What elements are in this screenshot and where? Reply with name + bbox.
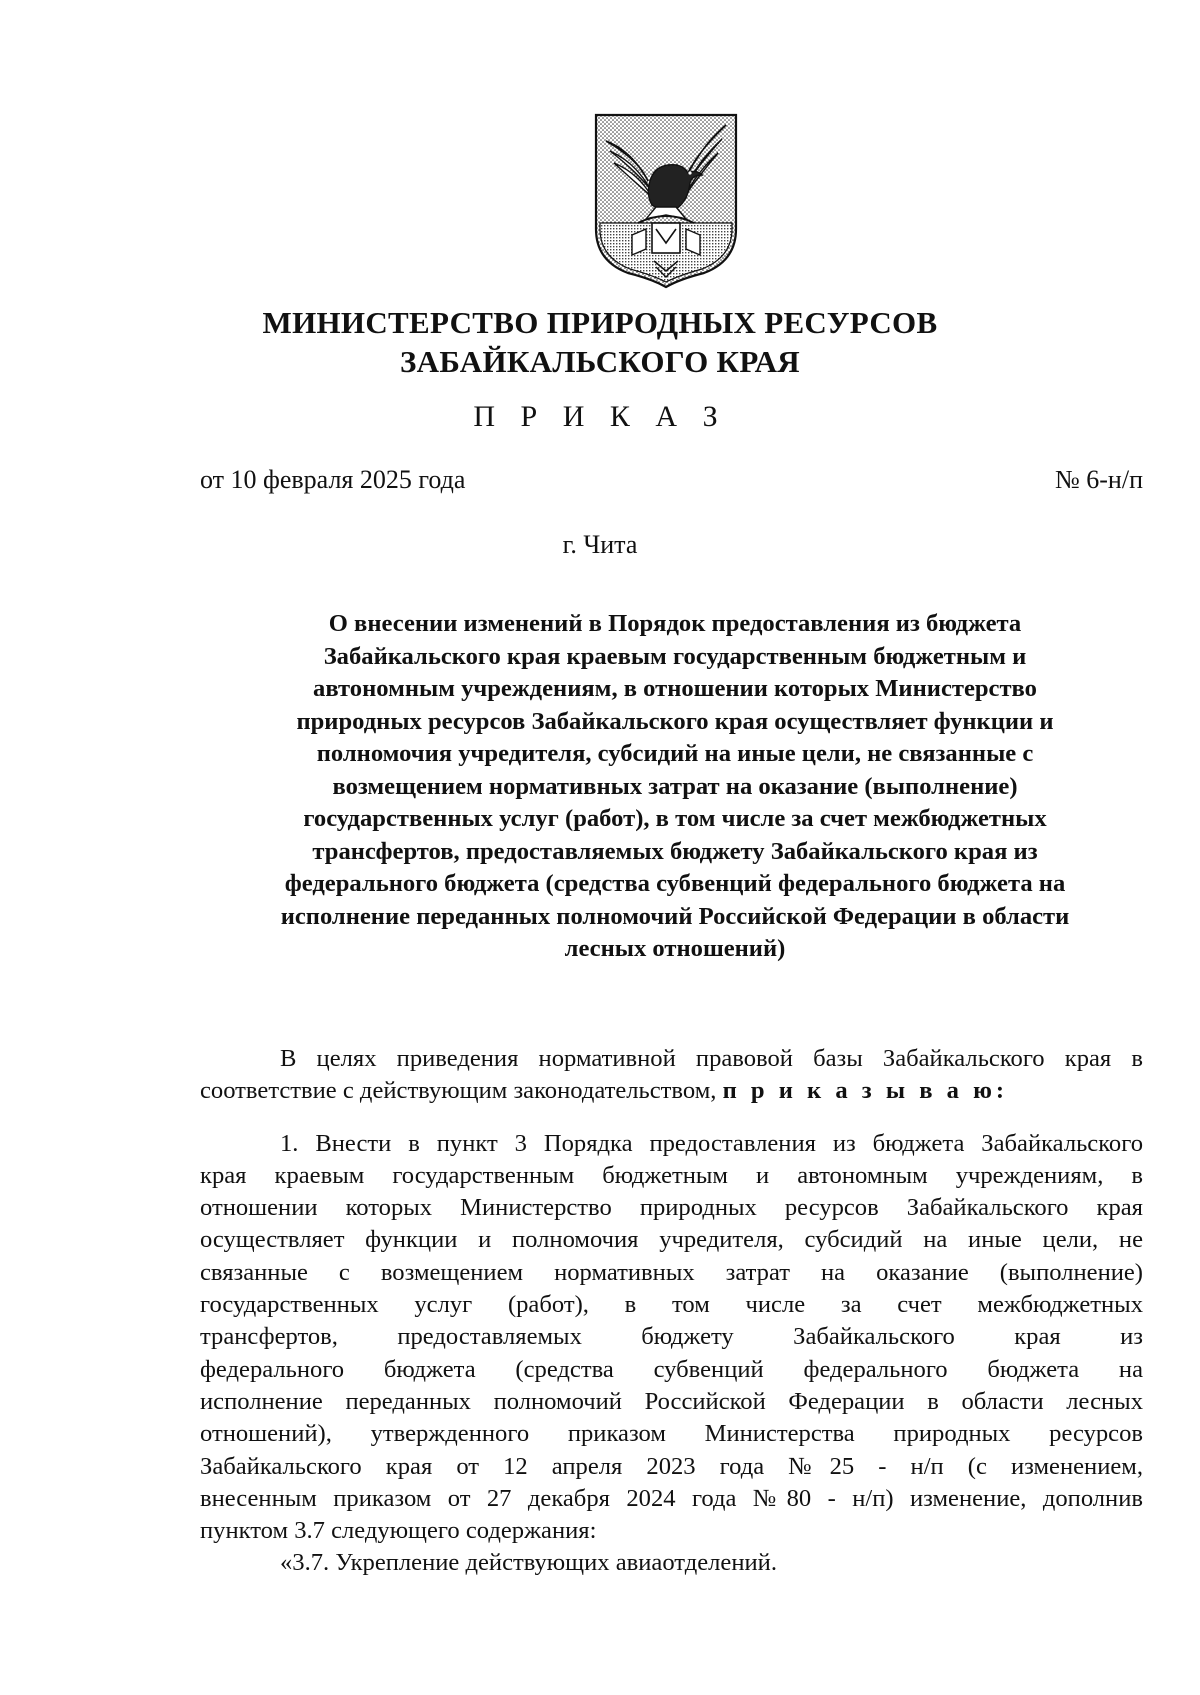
item-1-line: отношении которых Министерство природных ресурсов Забайкальского края [200, 1194, 1143, 1222]
subject-line: трансфертов, предоставляемых бюджету Забайкальского края из [312, 837, 1038, 865]
item-1-line: края краевым государственным бюджетным и автономным учреждениям, в [200, 1161, 1143, 1189]
item-1-line: трансфертов, предоставляемых бюджету Забайкальского края из [200, 1323, 1143, 1351]
item-1-paragraph [200, 1128, 1143, 1580]
item-1-line: внесенным приказом от 27 декабря 2024 года №80 - н/п) изменение, дополнив [200, 1484, 1143, 1512]
order-body [200, 1043, 1143, 1580]
subject-line: Забайкальского края краевым государственным бюджетным и [323, 642, 1027, 670]
subject-line: лесных отношений) [564, 935, 786, 962]
subject-line: исполнение переданных полномочий Российской Федерации в области [280, 902, 1070, 930]
ministry-title [200, 303, 1000, 381]
item-1-line: 1. Внести в пункт 3 Порядка предоставления из бюджета Забайкальского [280, 1129, 1143, 1157]
subject-line: государственных услуг (работ), в том числе за счет межбюджетных [303, 805, 1047, 832]
subject-line: возмещением нормативных затрат на оказание (выполнение) [332, 772, 1018, 800]
preamble-order-word: п р и к а з ы в а ю: [722, 1077, 1009, 1105]
item-1-line: отношений), утвержденного приказом Министерства природных ресурсов [200, 1420, 1143, 1448]
item-1-line: Забайкальского края от 12 апреля 2023 года №25 - н/п (с изменением, [200, 1452, 1143, 1480]
item-1-line: исполнение переданных полномочий Российской Федерации в области лесных [200, 1387, 1143, 1415]
subject-line: федерального бюджета (средства субвенций федерального бюджета на [284, 870, 1066, 897]
subject-line: природных ресурсов Забайкальского края осуществляет функции и [296, 707, 1054, 735]
preamble-line: В целях приведения нормативной правовой базы Забайкальского края в [280, 1045, 1143, 1072]
item-1-line: связанные с возмещением нормативных затрат на оказание (выполнение) [200, 1258, 1143, 1286]
preamble-paragraph [200, 1043, 1143, 1108]
item-1-line: государственных услуг (работ), в том числе за счет межбюджетных [200, 1291, 1143, 1319]
coat-of-arms-emblem [592, 111, 740, 289]
item-1-line: пунктом 3.7 следующего содержания: [200, 1517, 597, 1545]
subject-line: автономным учреждениям, в отношении которых Министерство [313, 675, 1037, 702]
item-1-line: осуществляет функции и полномочия учредителя, субсидий на иные цели, не [200, 1226, 1143, 1254]
preamble-line [200, 1075, 1143, 1107]
order-number: № 6-н/п [1054, 465, 1143, 494]
ministry-title-line-1: МИНИСТЕРСТВО ПРИРОДНЫХ РЕСУРСОВ [262, 305, 938, 340]
subject-line: полномочия учредителя, субсидий на иные цели, не связанные с [316, 740, 1034, 767]
item-1-line: федерального бюджета (средства субвенций федерального бюджета на [200, 1355, 1143, 1383]
preamble-text: соответствие с действующим законодательством, [200, 1077, 717, 1105]
order-date: от 10 февраля 2025 года [200, 465, 466, 494]
order-city: г. Чита [562, 530, 638, 559]
document-type: П Р И К А З [473, 400, 727, 433]
ministry-title-line-2: ЗАБАЙКАЛЬСКОГО КРАЯ [400, 344, 800, 379]
item-1-quote: «3.7. Укрепление действующих авиаотделений. [280, 1549, 777, 1577]
subject-line: О внесении изменений в Порядок предоставления из бюджета [328, 610, 1022, 637]
order-subject [210, 608, 1140, 966]
